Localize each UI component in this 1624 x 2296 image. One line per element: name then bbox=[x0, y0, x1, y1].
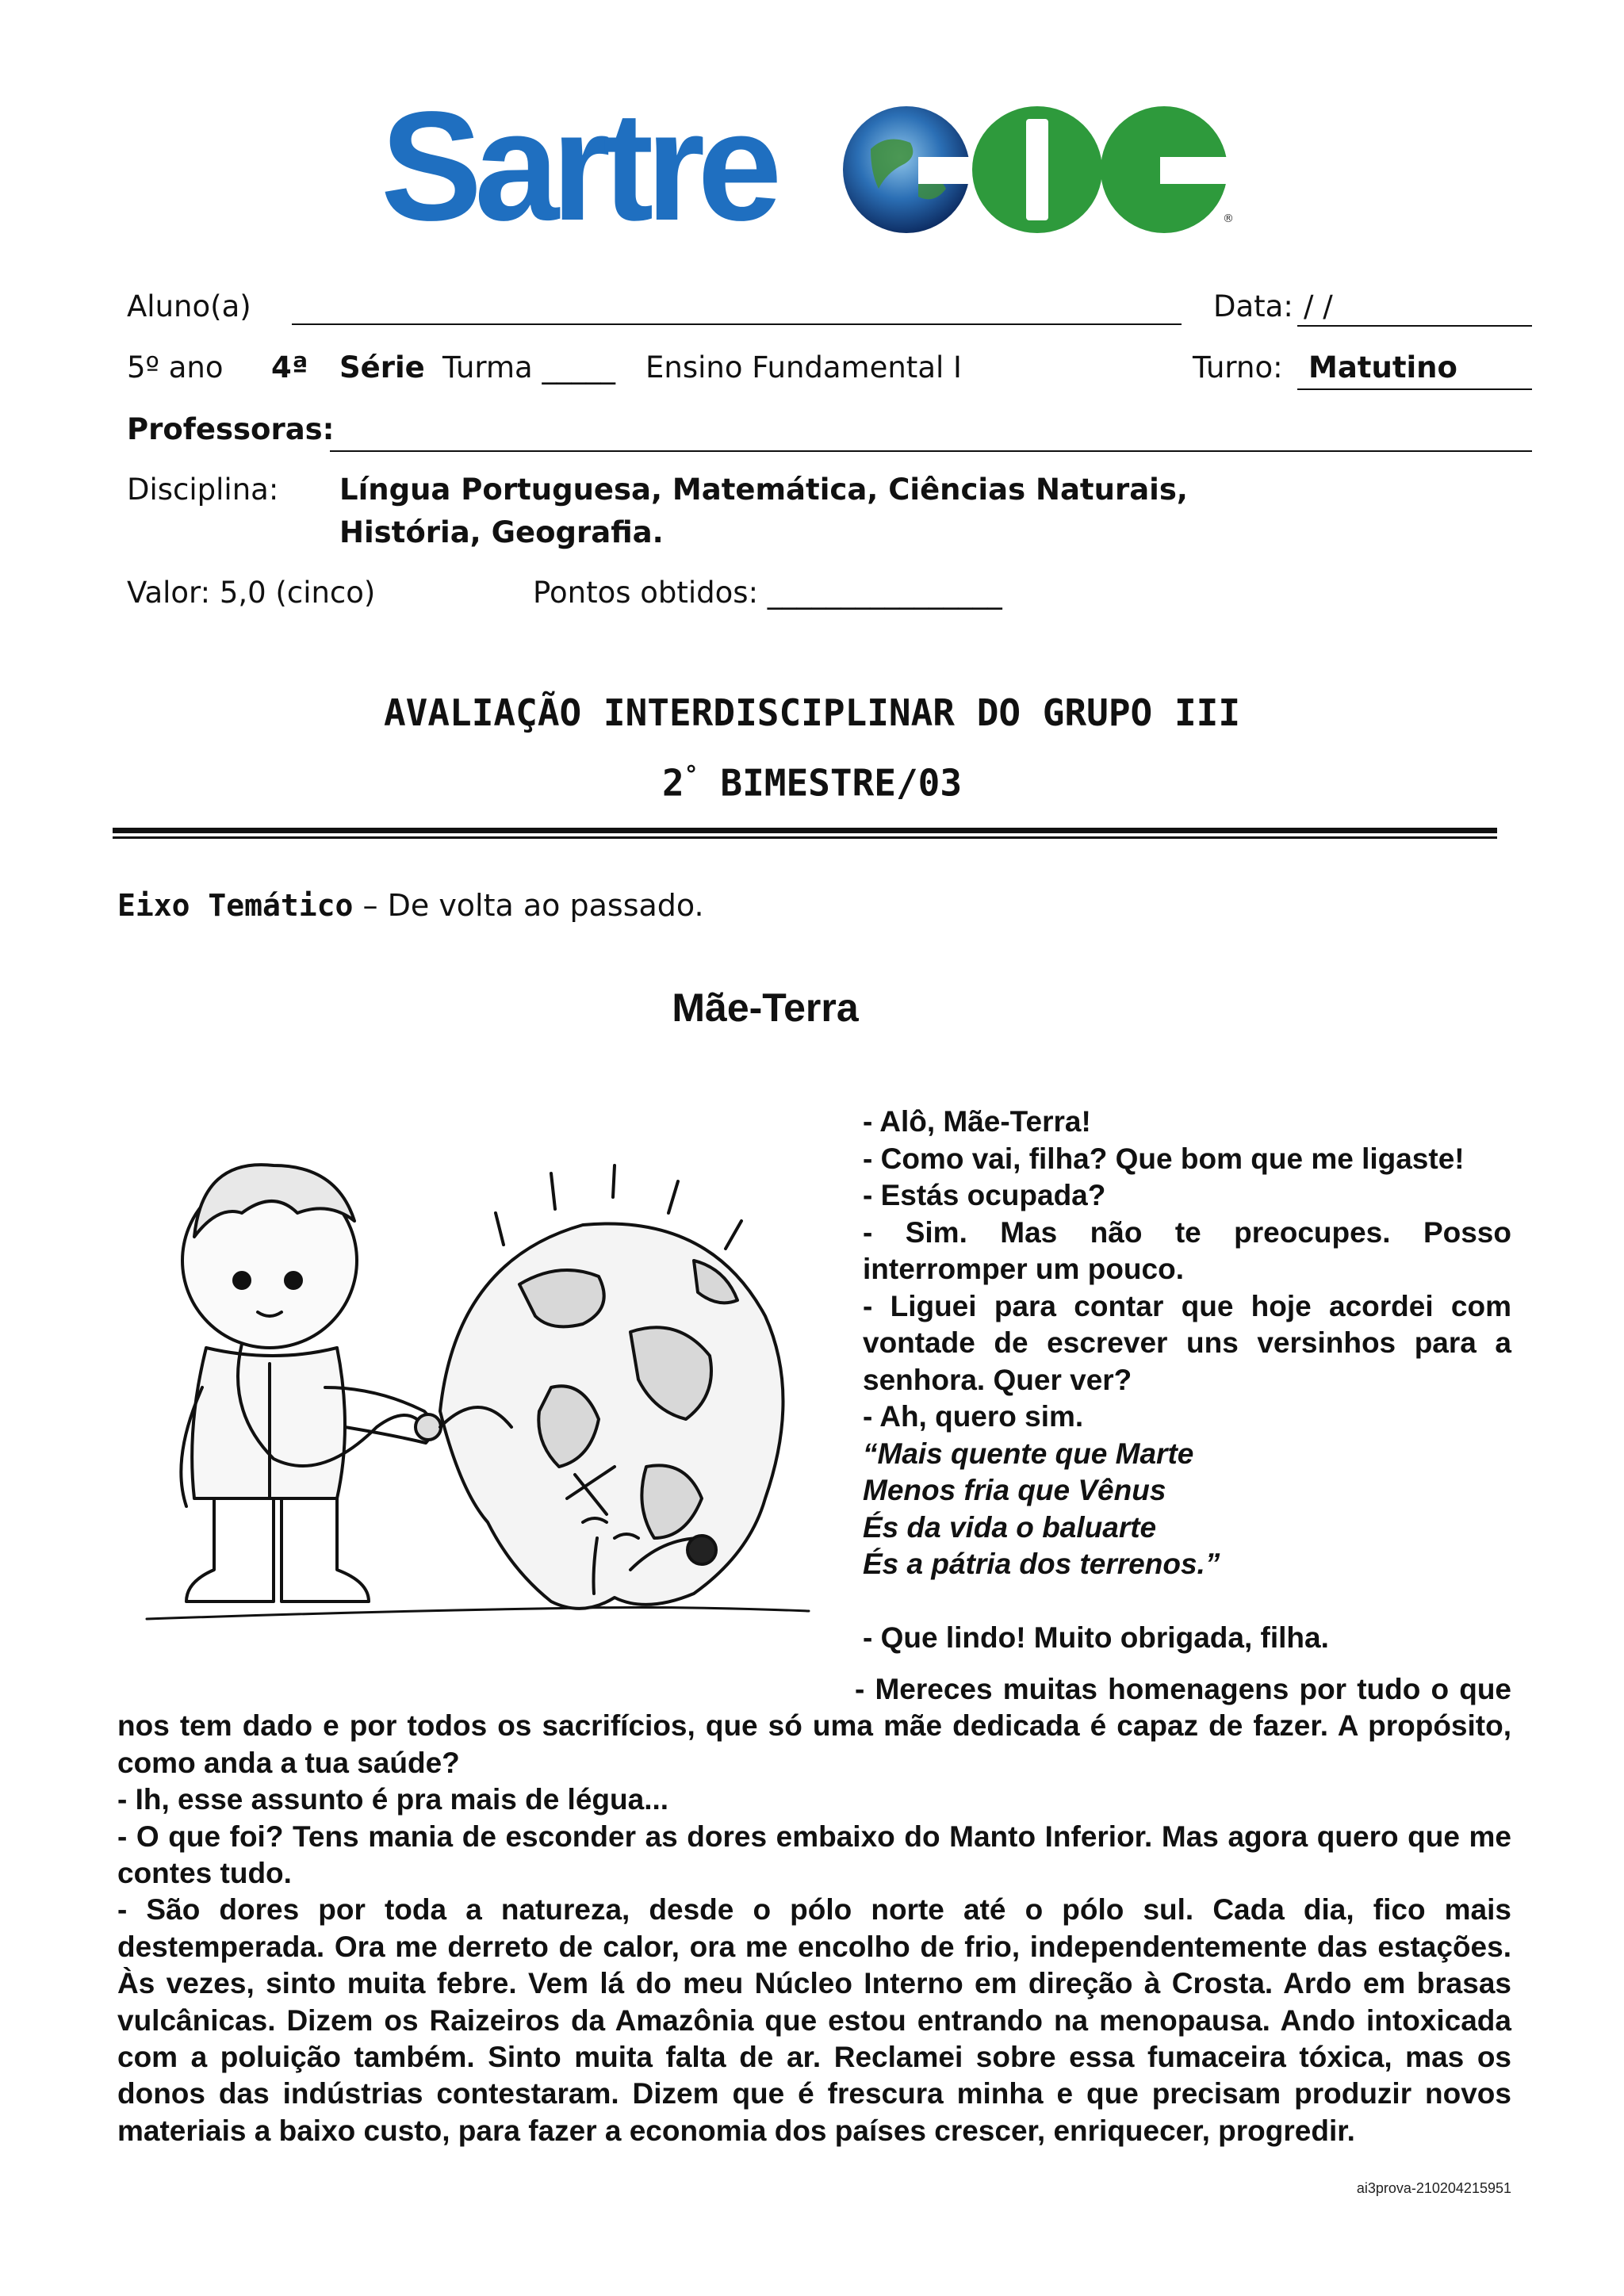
body-paragraph: - Ih, esse assunto é pra mais de légua... bbox=[117, 1783, 669, 1816]
body-paragraph: - São dores por toda a natureza, desde o pólo norte até o pólo sul. Cada dia, fico mais destemperada. Ora me derreto de calor, ora me encolho de frio, independentemente das estações. Às vezes, sinto muita febre. Vem lá do meu Núcleo Interno em direção à Crosta. Ardo em brasas vulcânicas. Dizem os Raizeiros da Amazônia que estou entrando na menopausa. Ando intoxicada com a poluição também. Sinto muita falta de ar. Reclamei sobre essa fumaceira tóxica, mas os donos das indústrias contestaram. Dizem que é frescura minha e que precisam produzir novos materiais a baixo custo, para fazer a economia dos países crescer, enriquecer, progredir. bbox=[117, 1893, 1511, 2147]
body-paragraph: - O que foi? Tens mania de esconder as dores embaixo do Manto Inferior. Mas agora quero que me contes tudo. bbox=[117, 1820, 1511, 1890]
poem-line: És da vida o baluarte bbox=[863, 1510, 1157, 1544]
valor-label: Valor: 5,0 (cinco) bbox=[127, 576, 376, 610]
poem-line: És a pátria dos terrenos.” bbox=[863, 1548, 1220, 1580]
dialog-column bbox=[863, 1104, 1511, 1656]
exam-title: AVALIAÇÃO INTERDISCIPLINAR DO GRUPO III bbox=[383, 691, 1241, 734]
turno-value: Matutino bbox=[1308, 350, 1457, 385]
eixo-text: De volta ao passado. bbox=[387, 888, 704, 923]
serie-label: Série bbox=[339, 350, 425, 385]
pontos-obtidos: Pontos obtidos: ________________ bbox=[533, 576, 1002, 610]
disciplina-line-1: Língua Portuguesa, Matemática, Ciências Naturais, bbox=[339, 473, 1188, 507]
data-field[interactable] bbox=[1297, 325, 1532, 327]
story-body bbox=[117, 1671, 1511, 2149]
data-value: / / bbox=[1304, 289, 1333, 323]
eixo-label: Eixo Temático bbox=[117, 888, 354, 923]
dialog-line: - Sim. Mas não te preocupes. Posso interromper um pouco. bbox=[863, 1215, 1511, 1285]
bimestre-number: 2 bbox=[661, 761, 684, 805]
dialog-line: - Que lindo! Muito obrigada, filha. bbox=[863, 1621, 1329, 1654]
document-code: ai3prova-210204215951 bbox=[1356, 2180, 1511, 2196]
aluno-field[interactable] bbox=[292, 323, 1182, 325]
turno-underline bbox=[1297, 388, 1532, 390]
dialog-line: - Estás ocupada? bbox=[863, 1179, 1106, 1211]
data-label: Data: bbox=[1213, 289, 1293, 323]
bimestre-text: BIMESTRE/03 bbox=[698, 761, 963, 805]
disciplina-line-2: História, Geografia. bbox=[339, 515, 664, 549]
ordinal-mark: ° bbox=[684, 761, 699, 789]
professoras-field[interactable] bbox=[330, 450, 1532, 452]
divider-thin bbox=[113, 836, 1497, 839]
poem-line: Menos fria que Vênus bbox=[863, 1474, 1166, 1506]
serie-number: 4ª bbox=[271, 350, 308, 385]
turma-field: Turma _____ bbox=[442, 350, 615, 385]
divider-thick bbox=[113, 828, 1497, 833]
story-title: Mãe-Terra bbox=[672, 985, 859, 1030]
dialog-line: - Como vai, filha? Que bom que me ligaste! bbox=[863, 1142, 1465, 1175]
body-paragraph: - Mereces muitas homenagens por tudo o que nos tem dado e por todos os sacrifícios, que só uma mãe dedicada é capaz de fazer. A propósito, como anda a tua saúde? bbox=[117, 1673, 1511, 1779]
exam-subtitle bbox=[0, 761, 1624, 804]
dialog-line: - Liguei para contar que hoje acordei com vontade de escrever uns versinhos para a senhora. Quer ver? bbox=[863, 1289, 1511, 1396]
coc-globe-logo-icon bbox=[839, 101, 1228, 240]
sartre-coc-logo bbox=[381, 79, 1245, 253]
eixo-tematico bbox=[117, 888, 704, 923]
ensino-label: Ensino Fundamental I bbox=[645, 350, 962, 385]
disciplina-label: Disciplina: bbox=[127, 473, 279, 507]
dialog-line: - Alô, Mãe-Terra! bbox=[863, 1105, 1091, 1138]
logo-wordmark: Sartre bbox=[381, 79, 775, 253]
dialog-line: - Ah, quero sim. bbox=[863, 1400, 1084, 1433]
poem-line: “Mais quente que Marte bbox=[863, 1437, 1194, 1470]
ano-label: 5º ano bbox=[127, 350, 224, 385]
aluno-label: Aluno(a) bbox=[127, 289, 251, 323]
child-doctor-examining-earth-illustration bbox=[139, 1126, 821, 1633]
registered-mark: ® bbox=[1223, 212, 1234, 225]
turno-label: Turno: bbox=[1193, 350, 1283, 385]
professoras-label: Professoras: bbox=[127, 412, 335, 446]
eixo-separator: – bbox=[353, 888, 388, 923]
